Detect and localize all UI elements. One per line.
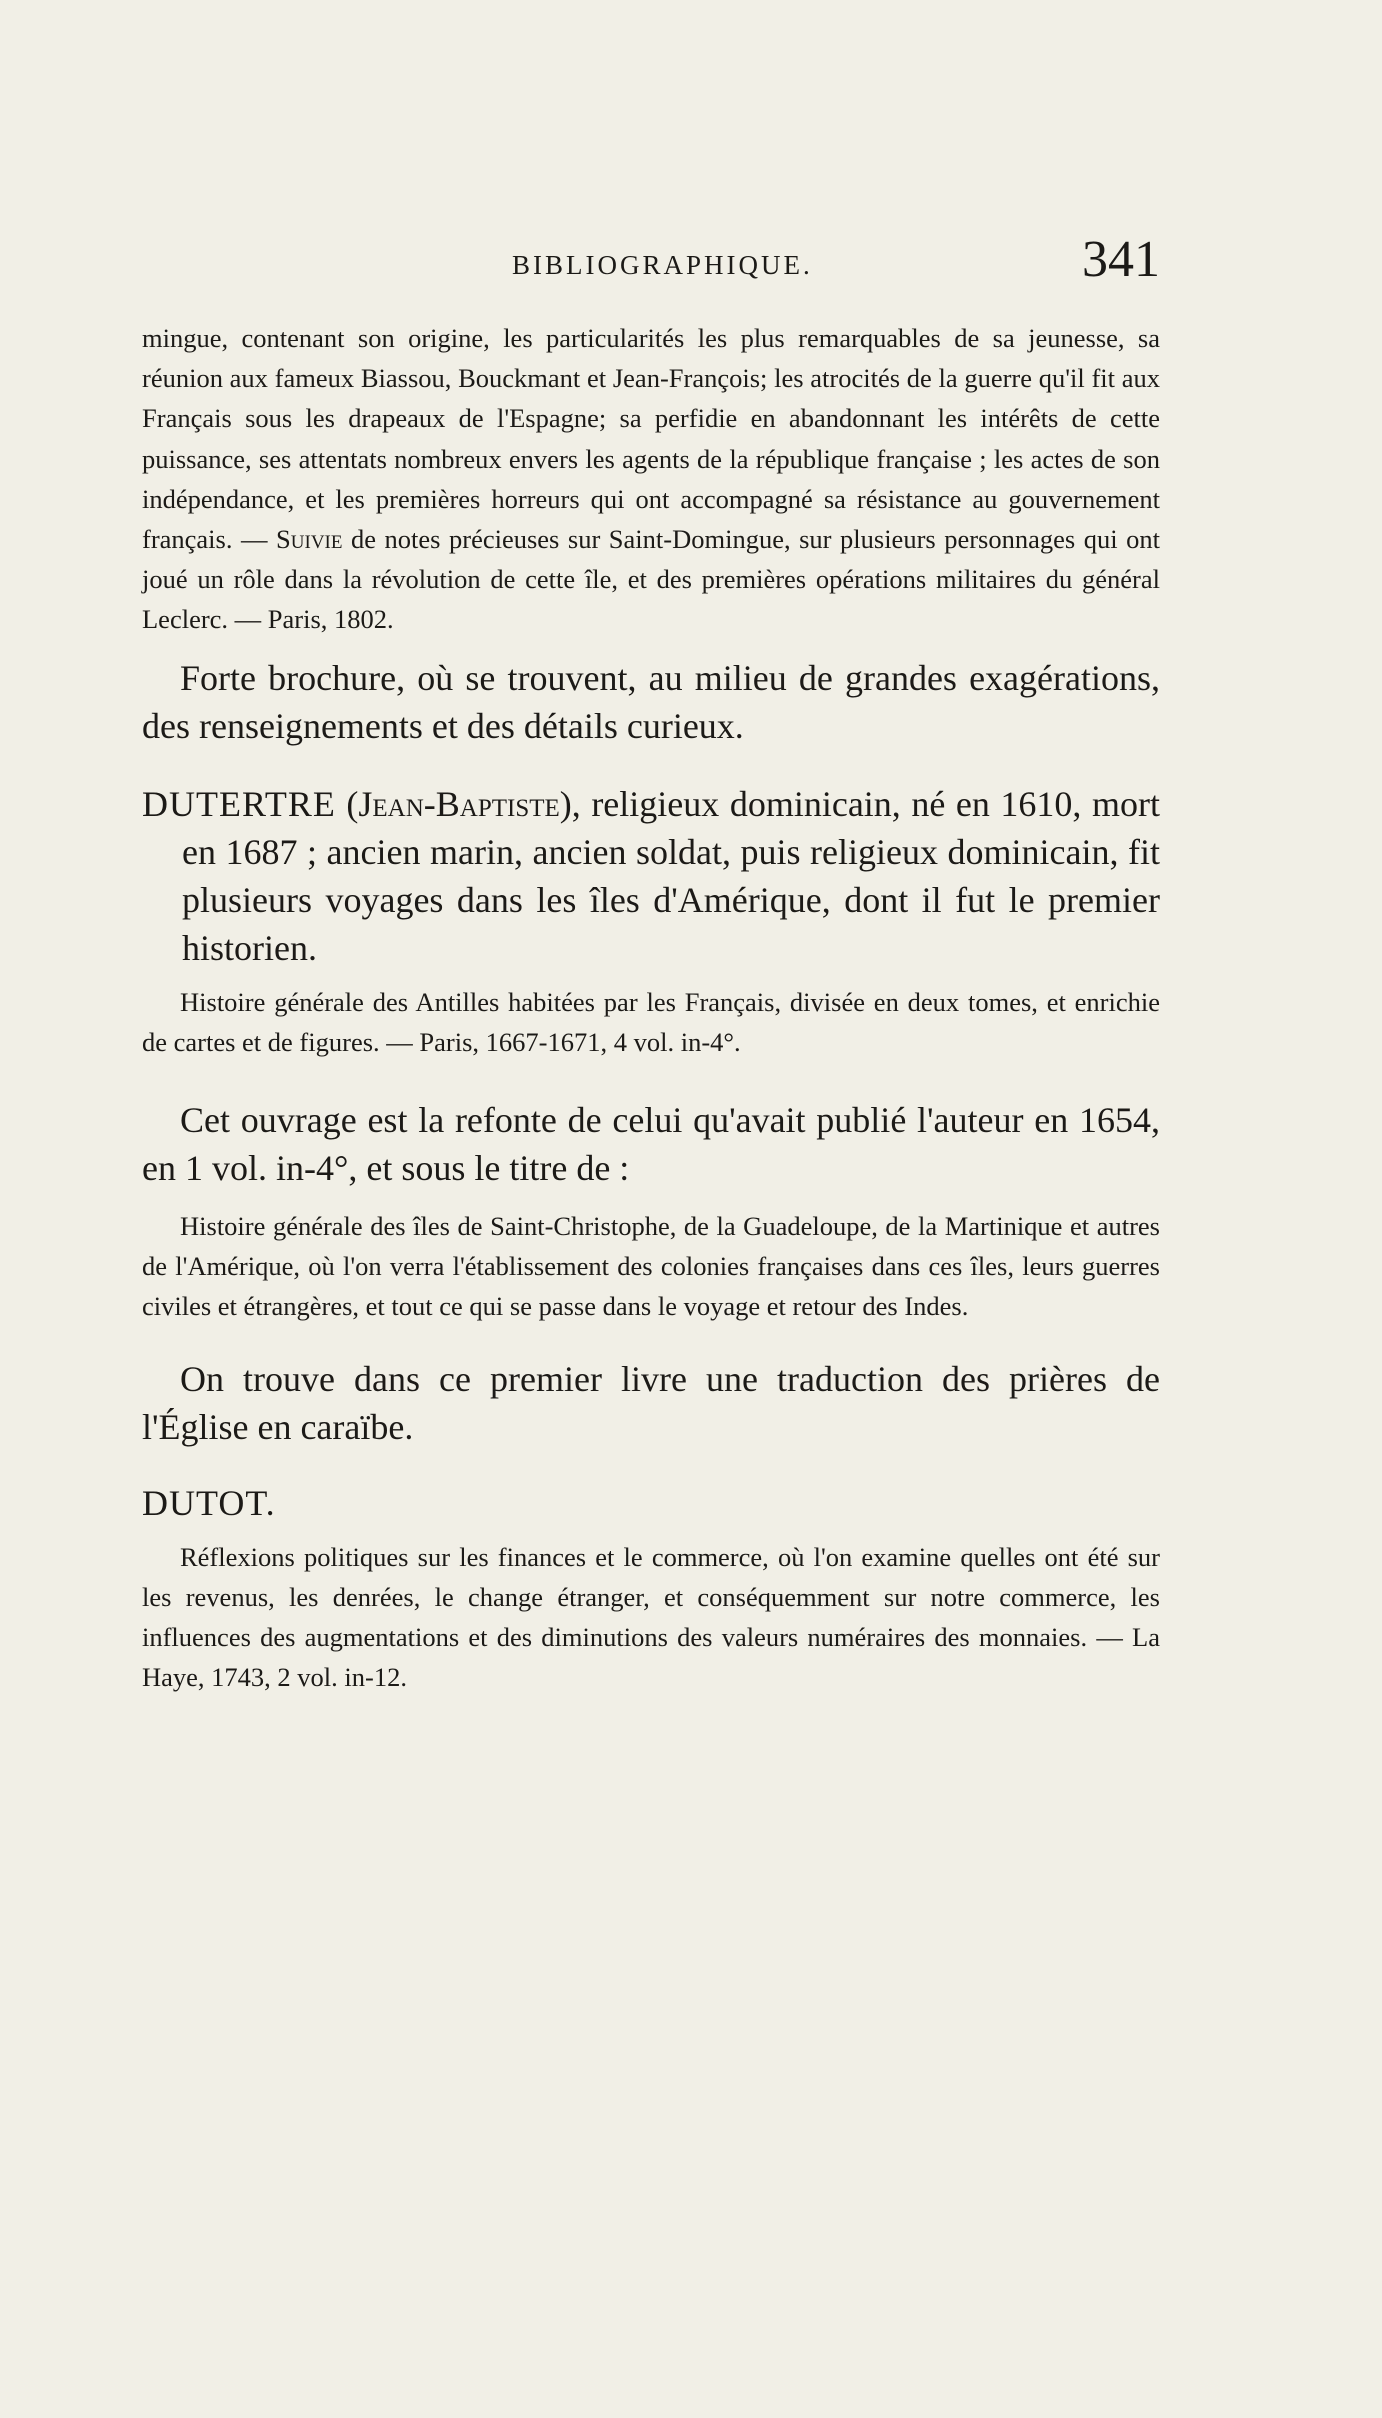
author-given-name: Jean-Baptiste: [358, 783, 560, 824]
dutot-entry-heading: [142, 1479, 1160, 1527]
dutertre-work-1: Histoire générale des Antilles habitées par les Français, divisée en deux tomes, et enrichie de cartes et de figures. — Paris, 1667-1671, 4 vol. in-4°.: [142, 986, 1160, 1057]
suivie-smallcaps: Suivie: [276, 524, 343, 555]
toussaint-comment: Forte brochure, où se trouvent, au milieu de grandes exagérations, des renseignements et des détails curieux.: [142, 657, 1160, 746]
dutot-work: Réflexions politiques sur les finances et le commerce, où l'on examine quelles ont été sur les revenus, les denrées, le change étranger, et conséquemment sur notre commerce, les influences des augmentations et des diminutions des valeurs numéraires des monnaies. — La Haye, 1743, 2 vol. in-12.: [142, 1541, 1160, 1693]
page-number: 341: [1082, 231, 1160, 288]
running-title: BIBLIOGRAPHIQUE.: [512, 250, 813, 280]
running-head: [142, 228, 1160, 288]
author-name: DUTOT.: [142, 1482, 276, 1523]
dutertre-comment-1: Cet ouvrage est la refonte de celui qu'avait publié l'auteur en 1654, en 1 vol. in-4°, et sous le titre de :: [142, 1100, 1160, 1189]
dutertre-comment-2: On trouve dans ce premier livre une traduction des prières de l'Église en caraïbe.: [142, 1358, 1160, 1447]
author-bio: , religieux dominicain, né en 1610, mort en 1687 ; ancien marin, ancien soldat, puis religieux dominicain, fit plusieurs voyages dans les îles d'Amérique, dont il fut le premier historien.: [182, 783, 1160, 968]
dutertre-work-2: Histoire générale des îles de Saint-Christophe, de la Guadeloupe, de la Martinique et autres de l'Amérique, où l'on verra l'établissement des colonies françaises dans ces îles, leurs guerres civiles et étrangères, et tout ce qui se passe dans le voyage et retour des Indes.: [142, 1211, 1160, 1322]
author-name: DUTERTRE: [142, 783, 336, 824]
dutertre-entry-heading: DUTERTRE (Jean-Baptiste), religieux dominicain, né en 1610, mort en 1687 ; ancien marin, ancien soldat, puis religieux dominicain, fit plusieurs voyages dans les îles d'Amérique, dont il fut le premier historien.: [142, 783, 1160, 968]
toussaint-title-continuation: mingue, contenant son origine, les particularités les plus remarquables de sa jeunesse, sa réunion aux fameux Biassou, Bouckmant et Jean-François; les atrocités de la guerre qu'il fit aux Français sous les drapeaux de l'Espagne; sa perfidie en abandonnant les intérêts de cette puissance, ses attentats nombreux envers les agents de la république française ; les actes de son indépendance, et les premières horreurs qui ont accompagné sa résistance au gouvernement français. — Suivie de notes précieuses sur Saint-Domingue, sur plusieurs personnages qui ont joué un rôle dans la révolution de cette île, et des premières opérations militaires du général Leclerc. — Paris, 1802.: [142, 323, 1160, 635]
page-body: [142, 318, 1160, 1697]
